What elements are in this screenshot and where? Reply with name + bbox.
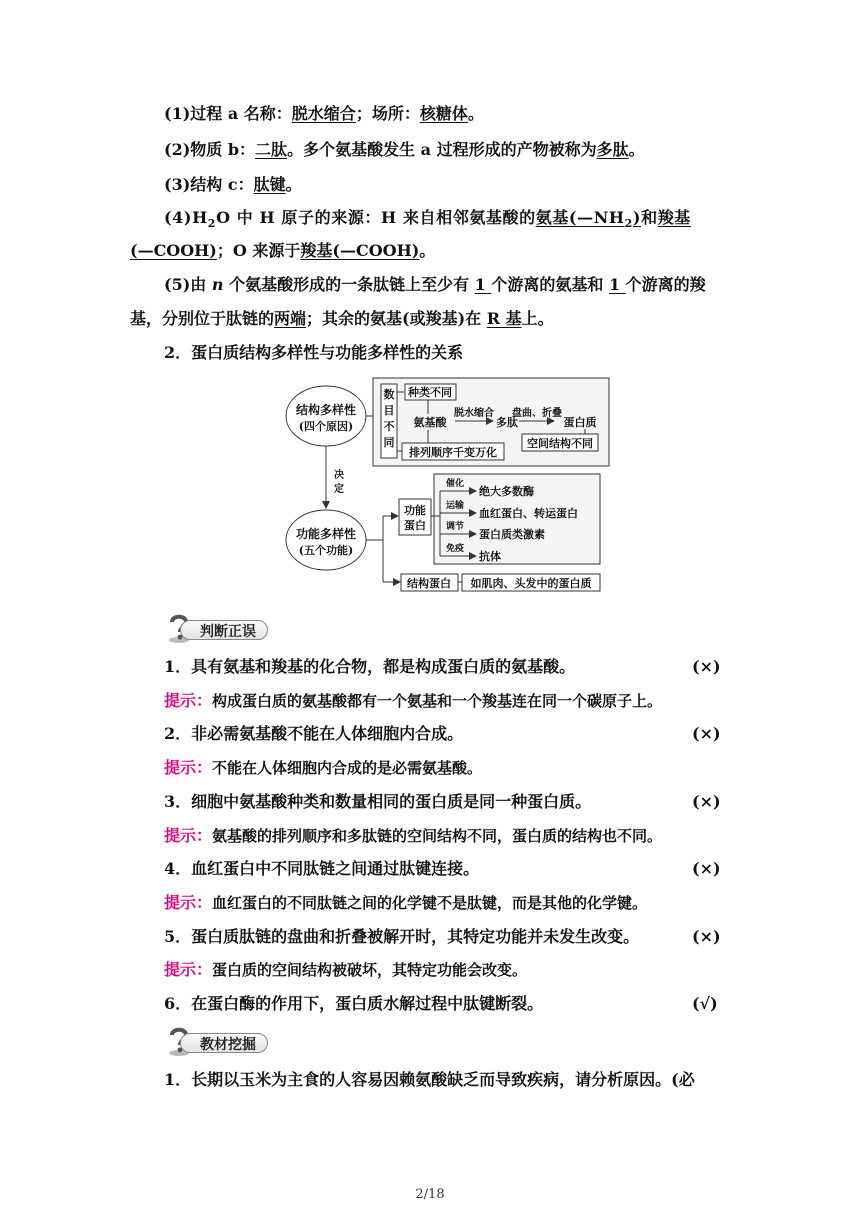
judgement-1: 1．具有氨基和羧基的化合物，都是构成蛋白质的氨基酸。 bbox=[164, 657, 576, 676]
page-number: 2/18 bbox=[415, 1187, 445, 1202]
func-result-immunity: 抗体 bbox=[479, 550, 501, 563]
judgement-2: 2．非必需氨基酸不能在人体细胞内合成。 bbox=[164, 724, 464, 743]
struct-div-sub: (四个原因) bbox=[298, 420, 354, 433]
textbook-question-1: 1．长期以玉米为主食的人容易因赖氨酸缺乏而导致疾病，请分析原因。(必 bbox=[164, 1070, 695, 1089]
polypeptide-label: 多肽 bbox=[496, 416, 518, 429]
order-label: 排列顺序千变万化 bbox=[409, 446, 497, 459]
func-label-transport: 运输 bbox=[446, 501, 465, 511]
func-label-catalysis: 催化 bbox=[446, 479, 465, 489]
judgement-2-mark: (×) bbox=[692, 724, 721, 743]
func-result-catalysis: 绝大多数酶 bbox=[479, 485, 534, 498]
judgement-3-mark: (×) bbox=[692, 792, 721, 811]
item-5-line-1: (5)由 n 个氨基酸形成的一条肽链上至少有 1 个游离的氨基和 1 个游离的羧 bbox=[164, 275, 706, 294]
item-2: (2)物质 b：二肽。多个氨基酸发生 a 过程形成的产物被称为多肽。 bbox=[164, 140, 645, 159]
vert-2: 目 bbox=[383, 404, 395, 417]
structure-function-diagram bbox=[0, 0, 860, 600]
judgement-6-mark: (√) bbox=[692, 994, 718, 1013]
func-protein-2: 蛋白 bbox=[404, 519, 426, 532]
judgement-4-mark: (×) bbox=[692, 859, 721, 878]
judgement-1-mark: (×) bbox=[692, 657, 721, 676]
func-label-regulation: 调节 bbox=[446, 522, 465, 532]
vert-4: 同 bbox=[383, 436, 395, 449]
func-result-transport: 血红蛋白、转运蛋白 bbox=[479, 507, 578, 520]
item-1: (1)过程 a 名称：脱水缩合；场所：核糖体。 bbox=[164, 104, 484, 123]
func-result-regulation: 蛋白质类激素 bbox=[479, 528, 545, 541]
fold-label: 盘曲、折叠 bbox=[512, 408, 562, 419]
struct-protein-label: 结构蛋白 bbox=[407, 577, 451, 590]
func-div-label: 功能多样性 bbox=[295, 527, 357, 541]
amino-acid-label: 氨基酸 bbox=[413, 416, 447, 429]
tip-1: 提示：构成蛋白质的氨基酸都有一个氨基和一个羧基连在同一个碳原子上。 bbox=[164, 691, 663, 710]
judgement-5: 5．蛋白质肽链的盘曲和折叠被解开时，其特定功能并未发生改变。 bbox=[164, 927, 640, 946]
judgement-5-mark: (×) bbox=[692, 927, 721, 946]
textbook-badge: 教材挖掘 bbox=[166, 1030, 266, 1054]
vert-3: 不 bbox=[383, 420, 395, 433]
func-label-immunity: 免疫 bbox=[446, 544, 465, 554]
item-3: (3)结构 c：肽键。 bbox=[164, 175, 302, 194]
tip-2: 提示：不能在人体细胞内合成的是必需氨基酸。 bbox=[164, 758, 483, 777]
decide-2: 定 bbox=[334, 484, 344, 495]
kind-label: 种类不同 bbox=[408, 386, 452, 399]
decide-1: 决 bbox=[334, 470, 344, 481]
section-2-title: 2．蛋白质结构多样性与功能多样性的关系 bbox=[164, 343, 464, 362]
struct-div-label: 结构多样性 bbox=[295, 403, 357, 417]
func-protein-1: 功能 bbox=[404, 504, 426, 517]
tip-5: 提示：蛋白质的空间结构被破坏，其特定功能会改变。 bbox=[164, 960, 528, 979]
item-4-line-1: $(4)H_2O$ 中 H 原子的来源：H 来自相邻氨基酸的氨基$(—NH_2)$和羧基 bbox=[164, 208, 691, 231]
func-div-sub: (五个功能) bbox=[298, 544, 354, 557]
vert-1: 数 bbox=[383, 388, 395, 401]
tip-4: 提示：血红蛋白的不同肽链之间的化学键不是肽键，而是其他的化学键。 bbox=[164, 893, 648, 912]
judgement-6: 6．在蛋白酶的作用下，蛋白质水解过程中肽键断裂。 bbox=[164, 994, 544, 1013]
judgement-4: 4．血红蛋白中不同肽链之间通过肽键连接。 bbox=[164, 859, 480, 878]
judge-badge: 判断正误 bbox=[166, 617, 266, 641]
space-label: 空间结构不同 bbox=[527, 437, 593, 450]
judgement-3: 3．细胞中氨基酸种类和数量相同的蛋白质是同一种蛋白质。 bbox=[164, 792, 592, 811]
struct-example-label: 如肌肉、头发中的蛋白质 bbox=[470, 577, 592, 590]
item-5-line-2: 基，分别位于肽链的两端；其余的氨基(或羧基)在 R 基上。 bbox=[130, 309, 554, 328]
item-4-line-2: (—COOH)；O 来源于羧基(—COOH)。 bbox=[130, 241, 436, 260]
dehydration-label: 脱水缩合 bbox=[454, 408, 494, 419]
tip-3: 提示：氨基酸的排列顺序和多肽链的空间结构不同，蛋白质的结构也不同。 bbox=[164, 826, 663, 845]
protein-label: 蛋白质 bbox=[563, 416, 597, 429]
